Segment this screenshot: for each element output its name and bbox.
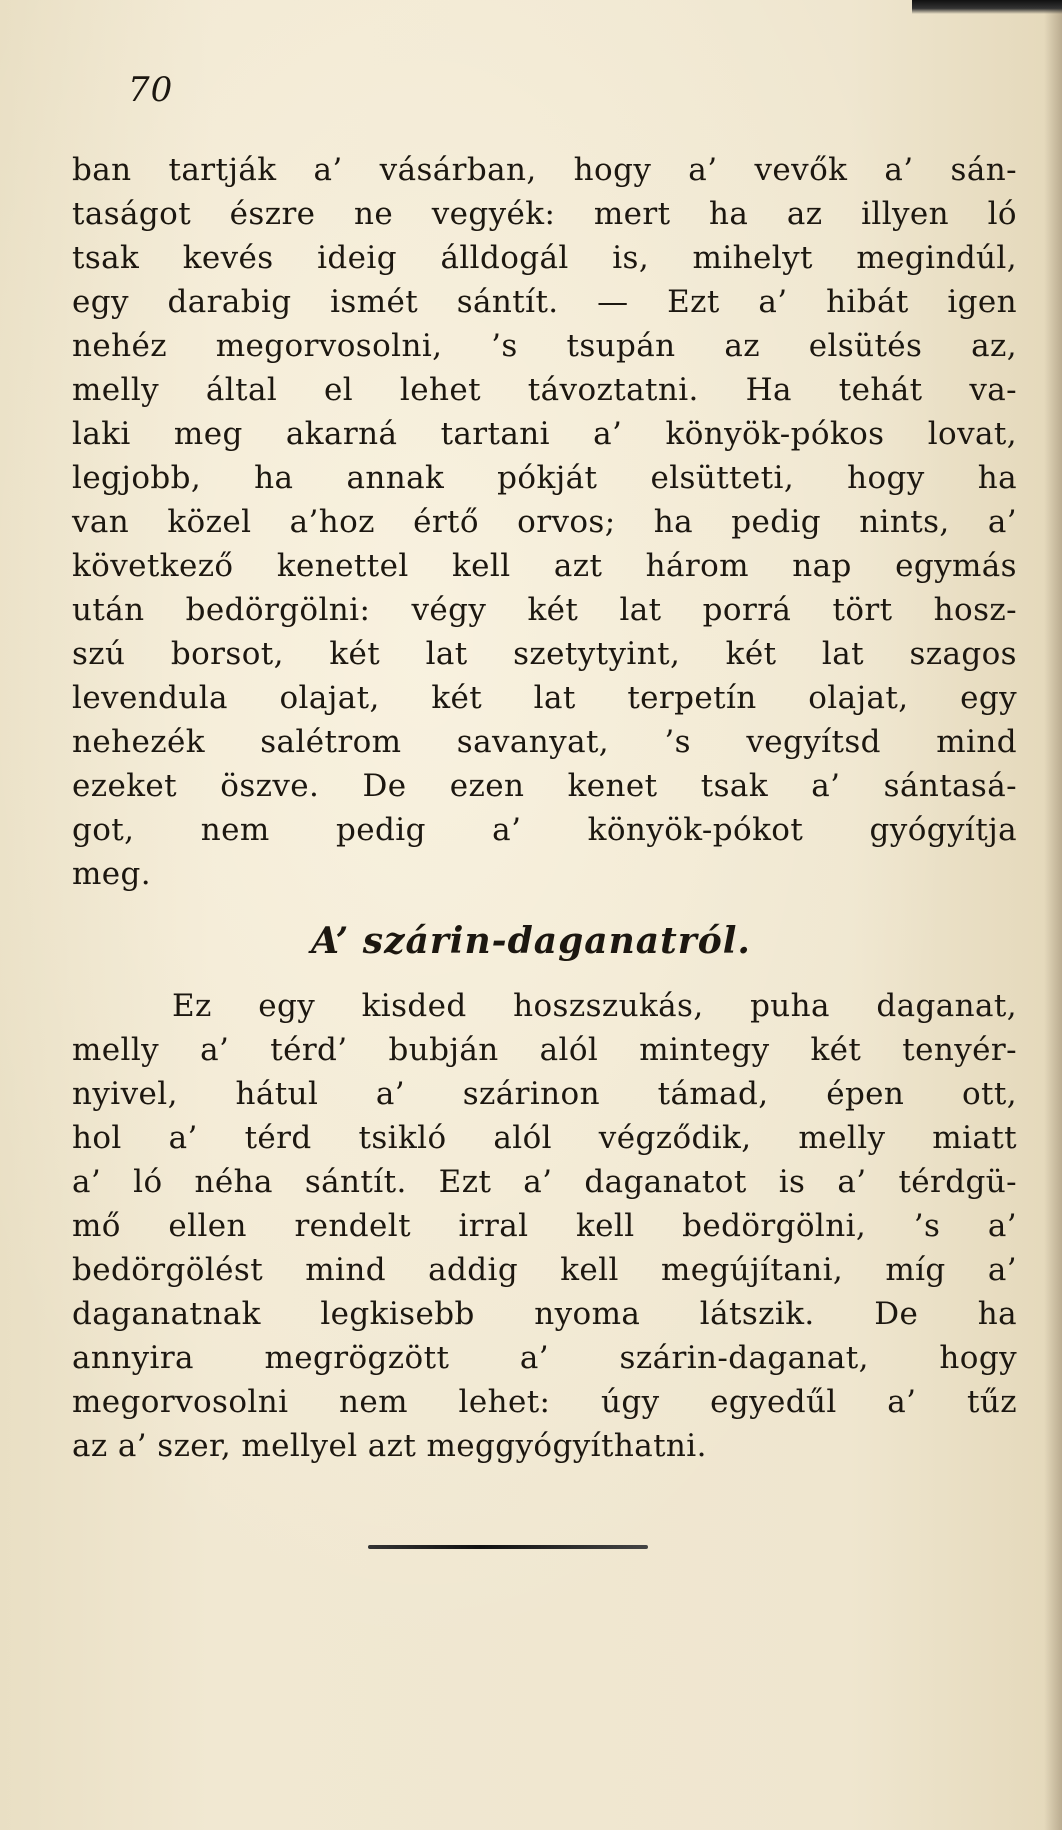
- text-line: got, nem pedig a’ könyök-pókot gyógyítja: [72, 812, 1017, 848]
- text-line: ezeket öszve. De ezen kenet tsak a’ sántasá-: [72, 768, 1017, 804]
- text-line: bedörgölést mind addig kell megújítani, míg a’: [72, 1252, 1017, 1288]
- text-line: Ez egy kisded hoszszukás, puha daganat,: [172, 988, 1017, 1024]
- page-edge-shadow: [1044, 0, 1062, 1830]
- text-line: laki meg akarná tartani a’ könyök-pókos lovat,: [72, 416, 1017, 452]
- text-line: nehéz megorvosolni, ’s tsupán az elsütés az,: [72, 328, 1017, 364]
- text-line: melly által el lehet távoztatni. Ha tehát va-: [72, 372, 1017, 408]
- text-line: a’ ló néha sántít. Ezt a’ daganatot is a’ térdgü-: [72, 1164, 1017, 1200]
- text-line: van közel a’hoz értő orvos; ha pedig nints, a’: [72, 504, 1017, 540]
- text-line: egy darabig ismét sántít. — Ezt a’ hibát igen: [72, 284, 1017, 320]
- text-line: megorvosolni nem lehet: úgy egyedűl a’ tűz: [72, 1384, 1017, 1420]
- text-line: hol a’ térd tsikló alól végződik, melly miatt: [72, 1120, 1017, 1156]
- section-heading: A’ szárin-daganatról.: [311, 920, 751, 962]
- text-line: mő ellen rendelt irral kell bedörgölni, ’s a’: [72, 1208, 1017, 1244]
- text-line: az a’ szer, mellyel azt meggyógyíthatni.: [72, 1428, 707, 1464]
- text-line: nyivel, hátul a’ szárinon támad, épen ott,: [72, 1076, 1017, 1112]
- text-line: legjobb, ha annak pókját elsütteti, hogy ha: [72, 460, 1017, 496]
- text-line: ban tartják a’ vásárban, hogy a’ vevők a’ sán-: [72, 152, 1017, 188]
- text-line: nehezék salétrom savanyat, ’s vegyítsd mind: [72, 724, 1017, 760]
- text-line: daganatnak legkisebb nyoma látszik. De ha: [72, 1296, 1017, 1332]
- text-line: meg.: [72, 856, 152, 892]
- text-line: után bedörgölni: végy két lat porrá tört hosz-: [72, 592, 1017, 628]
- text-line: következő kenettel kell azt három nap egymás: [72, 548, 1017, 584]
- text-line: szú borsot, két lat szetytyint, két lat szagos: [72, 636, 1017, 672]
- page-number: 70: [128, 70, 174, 110]
- text-line: levendula olajat, két lat terpetín olajat, egy: [72, 680, 1017, 716]
- closing-rule: [368, 1545, 648, 1549]
- text-line: tsak kevés ideig álldogál is, mihelyt megindúl,: [72, 240, 1017, 276]
- text-line: annyira megrögzött a’ szárin-daganat, hogy: [72, 1340, 1017, 1376]
- text-line: taságot észre ne vegyék: mert ha az illyen ló: [72, 196, 1017, 232]
- text-line: melly a’ térd’ bubján alól mintegy két tenyér-: [72, 1032, 1017, 1068]
- page-corner-shadow: [912, 0, 1062, 14]
